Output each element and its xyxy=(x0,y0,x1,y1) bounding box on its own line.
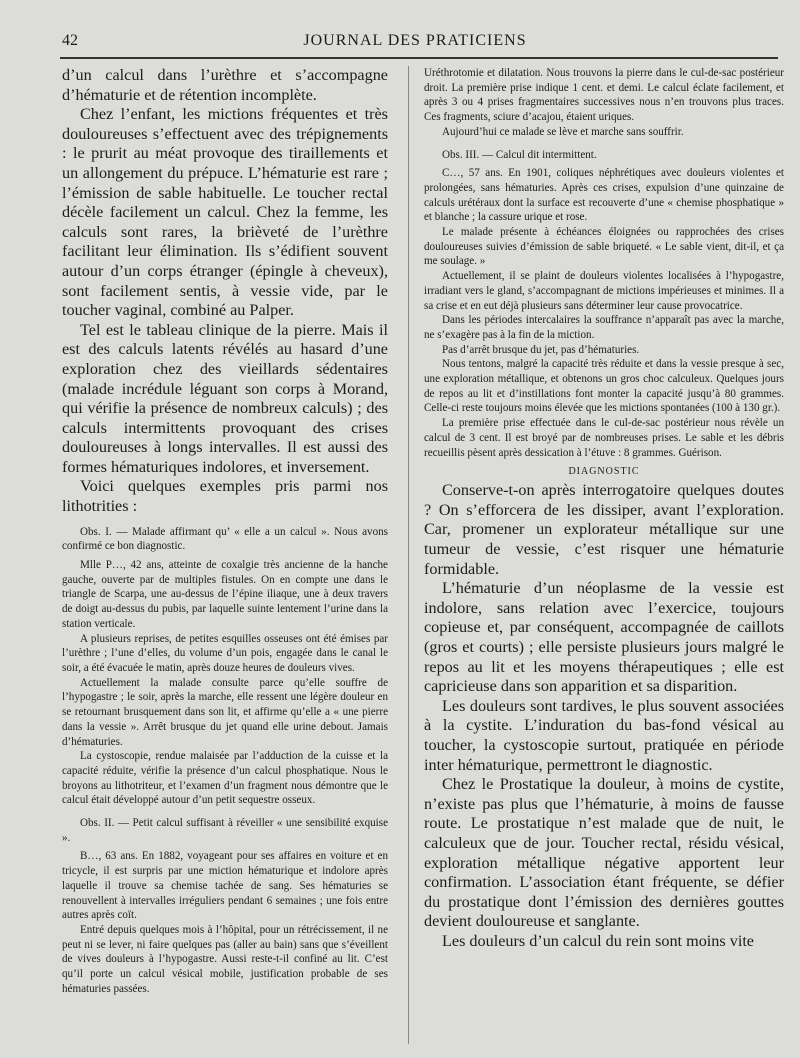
paragraph: C…, 57 ans. En 1901, coliques néphrétiques avec douleurs violentes et prolongées, sans hématuries. Après ces crises, expulsion d’une quinzaine de calculs urétéraux dont la surface est recouverte d’une « chemise phosphatique » et blanche ; la cassure urique et rose. xyxy=(424,167,784,224)
paragraph: Aujourd’hui ce malade se lève et marche sans souffrir. xyxy=(442,125,684,138)
paragraph: Mlle P…, 42 ans, atteinte de coxalgie très ancienne de la hanche gauche, ouverte par de multiples fistules. On en compte une dans le triangle de Scarpa, une au-dessus de l’épine iliaque, une à deux travers de doigt au-dessus du pubis, par laquelle suinte lentement l’urine dans la station verticale. xyxy=(62,559,388,630)
paragraph: Actuellement la malade consulte parce qu’elle souffre de l’hypogastre ; le soir, après la marche, elle ressent une légère douleur en se retournant brusquement dans son lit, et affirme qu’elle a « une pierre dans la vessie ». Arrêt brusque du jet quand elle urine debout. Jamais d’hématuries. xyxy=(62,676,388,748)
observation-heading: Obs. III. — Calcul dit intermittent. xyxy=(442,148,597,161)
section-heading: DIAGNOSTIC xyxy=(568,466,640,478)
right-column xyxy=(424,66,784,1044)
paragraph: Pas d’arrêt brusque du jet, pas d’hématuries. xyxy=(442,343,640,356)
page-number: 42 xyxy=(62,32,78,49)
paragraph: Les douleurs d’un calcul du rein sont moins vite xyxy=(442,931,754,950)
paragraph: Les douleurs sont tardives, le plus souvent associées à la cystite. L’induration du bas-fond vésical au toucher, la cystoscopie surtout, pratiquée en période inter hématurique, permettront le diagnostic. xyxy=(424,696,784,774)
page-header xyxy=(50,32,780,56)
paragraph: Le malade présente à échéances éloignées ou rapprochées des crises douloureuses suivies d’émission de sable briqueté. « Le sable vient, dit-il, et ça me soulage. » xyxy=(424,226,784,268)
paragraph: A plusieurs reprises, de petites esquilles osseuses ont été émises par l’urèthre ; l’une d’elles, du volume d’un pois, engagée dans le canal le soir, a été évacuée le matin, après douze heures de douleurs vives. xyxy=(62,632,388,674)
paragraph: Chez le Prostatique la douleur, à moins de cystite, n’existe pas plus que l’hématurie, à moins de fausse route. Le prostatique n’est malade que de nuit, le calculeux que de jour. Toucher rectal, résidu vésical, exploration métallique négative apportent leur confirmation. L’association étant fréquente, se défier du prostatique dont l’émission des dernières gouttes devient douloureuse et sanglante. xyxy=(424,775,784,931)
observation-heading: Obs. II. — Petit calcul suffisant à réveiller « une sensibilité exquise ». xyxy=(62,817,388,844)
observation-heading: Obs. I. — Malade affirmant qu’ « elle a un calcul ». Nous avons confirmé ce bon diagnostic. xyxy=(62,525,388,553)
paragraph: Voici quelques exemples pris parmi nos lithotrities : xyxy=(62,477,388,516)
paragraph: Conserve-t-on après interrogatoire quelques doutes ? On s’efforcera de les dissiper, avant l’exploration. Car, promener un explorateur métallique sur une tumeur de vessie, c’est risquer une hématurie formidable. xyxy=(424,481,784,578)
paragraph: d’un calcul dans l’urèthre et s’accompagne d’hématurie et de rétention incomplète. xyxy=(62,66,388,104)
left-column xyxy=(62,66,388,1044)
paragraph: Tel est le tableau clinique de la pierre. Mais il est des calculs latents révélés au hasard d’une exploration chez des vieillards sédentaires (malade incrédule léguant son corps à Morand, qui vérifie la présence de nombreux calculs) ; des calculs intermittents provoquant des crises douloureuses à longs intervalles. Il est aussi des formes hématuriques indolores, et inversement. xyxy=(62,320,388,476)
paragraph: B…, 63 ans. En 1882, voyageant pour ses affaires en voiture et en tricycle, il est surpris par une miction hématurique et indolore après laquelle il trouve sa chemise tachée de sang. Ses hématuries se renouvellent à intervalles irréguliers pendant 6 semaines ; une fois entre autres après coït. xyxy=(62,850,388,922)
paragraph: La cystoscopie, rendue malaisée par l’adduction de la cuisse et la capacité réduite, vérifie la présence d’un calcul phosphatique. Nous le broyons au lithotriteur, et l’examen d’un fragment nous démontre que le calcul était développé autour d’un petit sequestre osseux. xyxy=(62,750,388,807)
paragraph: Chez l’enfant, les mictions fréquentes et très douloureuses s’effectuent avec des trépignements : le prurit au méat provoque des tiraillements et un allongement du prépuce. L’hématurie est rare ; l’émission de sable habituelle. Le toucher rectal décèle facilement un calcul. Chez la femme, les calculs sont rares, la brièveté de l’urèthre facilitant leur élimination. Ils s’édifient souvent autour d’un corps étranger (épingle à cheveux), sont facilement sentis, à vessie vide, par le toucher vaginal, combiné au Palper. xyxy=(62,105,388,320)
paragraph: Nous tentons, malgré la capacité très réduite et dans la vessie presque à sec, une exploration métallique, et obtenons un gros choc calculeux. Quelques jours de repos au lit et d’instillations font monter la capacité jusqu’à 80 grammes. Celle-ci reste toujours moins élevée que les mictions spontanées (100 à 130 gr.). xyxy=(424,358,784,415)
column-divider xyxy=(408,66,409,1044)
paragraph: La première prise effectuée dans le cul-de-sac postérieur nous révèle un calcul de 3 cent. Il est broyé par de nombreuses prises. Le sable et les débris recueillis pèsent après dessication à l’étuve : 8 grammes. Guérison. xyxy=(424,417,784,459)
journal-title: JOURNAL DES PRATICIENS xyxy=(303,32,527,49)
paragraph: Actuellement, il se plaint de douleurs violentes localisées à l’hypogastre, irradiant vers le gland, s’accompagnant de mictions impérieuses et minimes. Il a sa crise et en eut déjà plusieurs sans déterminer leur cause provocatrice. xyxy=(424,270,784,312)
paragraph: Entré depuis quelques mois à l’hôpital, pour un rétrécissement, il ne peut ni se lever, ni faire quelques pas (aller au bain) sans que s’éveillent de vives douleurs à l’hypogastre. Aussi reste-t-il confiné au lit. C’est qu’il porte un calcul vésical mobile, justification probable de ses hématuries passées. xyxy=(62,923,388,995)
paragraph: Uréthrotomie et dilatation. Nous trouvons la pierre dans le cul-de-sac postérieur droit. La première prise indique 1 cent. et demi. Le calcul éclate facilement, et après 3 ou 4 prises fragmentaires successives nous n’en trouvons plus traces. Ces fragments, sciure d’acajou, étaient uriques. xyxy=(424,67,784,124)
paragraph: Dans les périodes intercalaires la souffrance n’apparaît pas avec la marche, ne s’exagère pas à la fin de la miction. xyxy=(424,314,784,341)
paragraph: L’hématurie d’un néoplasme de la vessie est indolore, sans relation avec l’exercice, toujours copieuse et, par conséquent, accompagnée de caillots (gros et courts) ; elle persiste plusieurs jours malgré le repos au lit et les moyens thérapeutiques ; elle est capricieuse dans son apparition et sa disparition. xyxy=(424,579,784,696)
header-rule xyxy=(60,57,778,59)
